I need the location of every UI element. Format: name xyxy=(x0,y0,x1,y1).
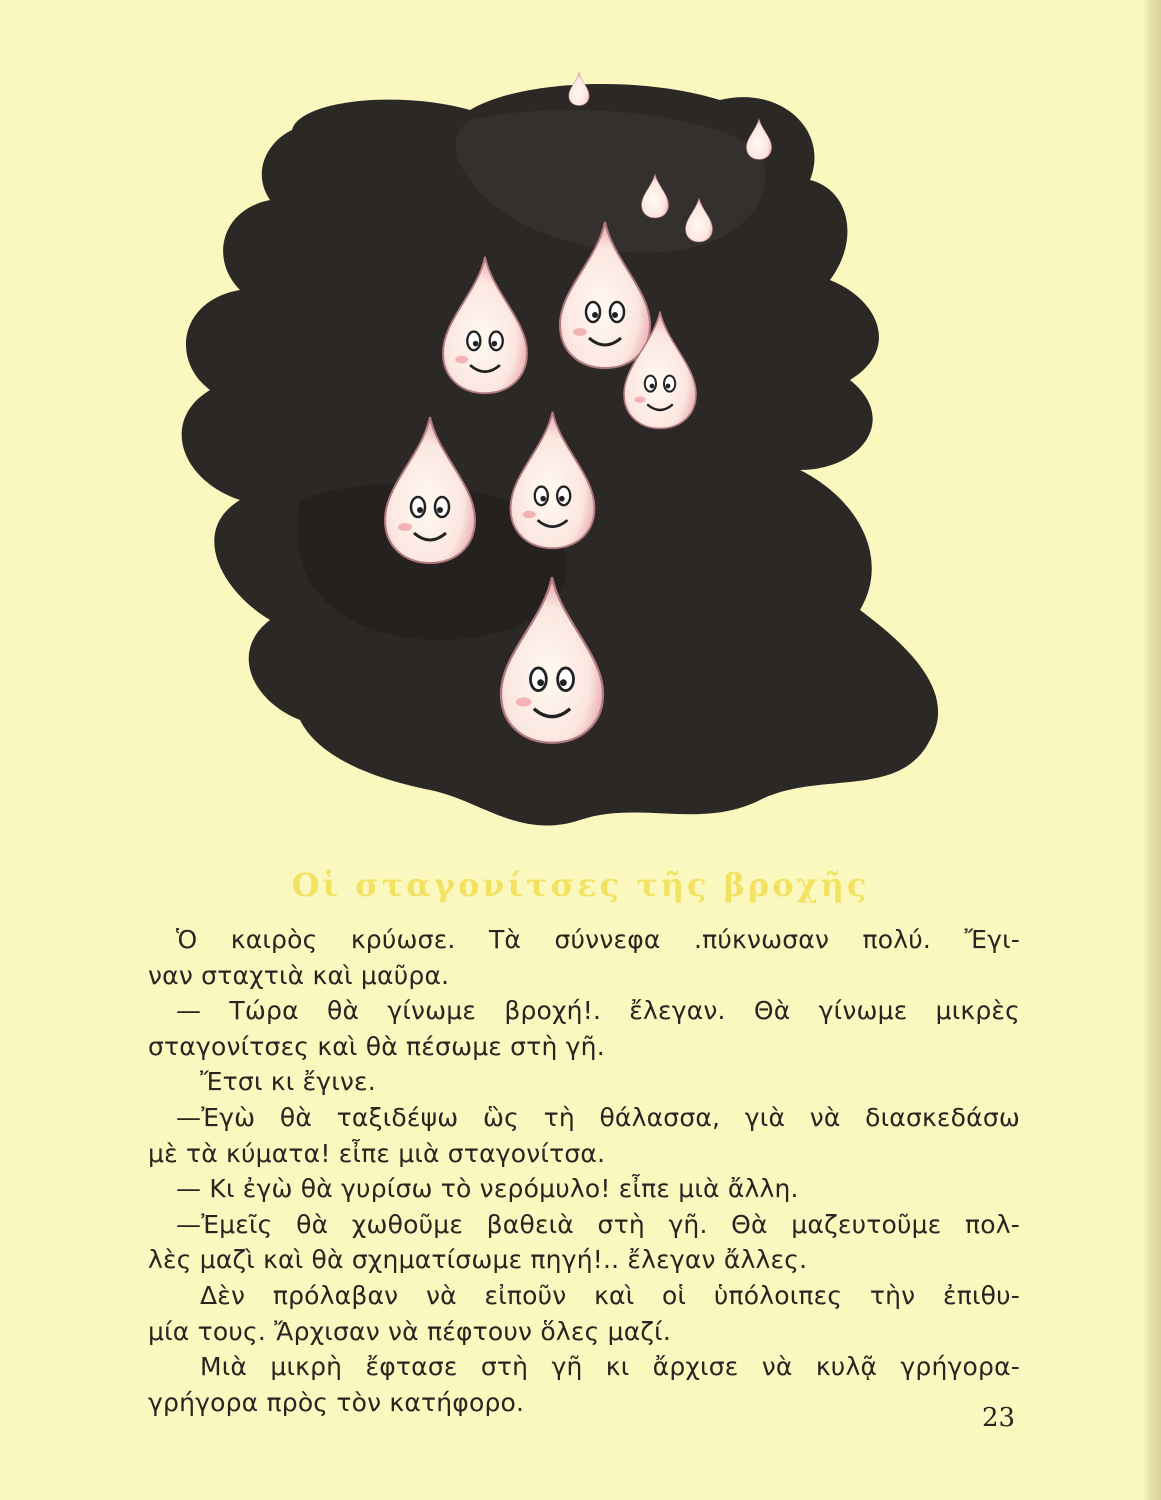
page-number: 23 xyxy=(982,1403,1016,1433)
text-line: σταγονίτσες καὶ θὰ πέσωμε στὴ γῆ. xyxy=(148,1031,605,1061)
text-line: ναν σταχτιὰ καὶ μαῦρα. xyxy=(148,960,450,990)
text-line: Ἔτσι κι ἔγινε. xyxy=(200,1067,376,1097)
text-line: λὲς μαζὶ καὶ θὰ σχηματίσωμε πηγή!.. ἔλεγαν ἄλλες. xyxy=(148,1245,808,1275)
story-text xyxy=(148,922,1020,1420)
text-line: γρήγορα πρὸς τὸν κατήφορο. xyxy=(148,1387,525,1417)
text-line: Δὲν πρόλαβαν νὰ εἰποῦν καὶ οἱ ὑπόλοιπες τὴν ἐπιθυ- xyxy=(200,1280,1020,1310)
text-line: —Ἐγὼ θὰ ταξιδέψω ὣς τὴ θάλασσα, γιὰ νὰ διασκεδάσω xyxy=(176,1102,1020,1132)
text-line: μία τους. Ἄρχισαν νὰ πέφτουν ὅλες μαζί. xyxy=(148,1316,671,1346)
text-line: μὲ τὰ κύματα! εἶπε μιὰ σταγονίτσα. xyxy=(148,1138,606,1168)
story-title: Οἱ σταγονίτσες τῆς βροχῆς xyxy=(291,866,870,904)
text-line: — Κι ἐγὼ θὰ γυρίσω τὸ νερόμυλο! εἶπε μιὰ ἄλλη. xyxy=(176,1174,799,1204)
text-line: — Τώρα θὰ γίνωμε βροχή!. ἔλεγαν. Θὰ γίνωμε μικρὲς xyxy=(176,996,1020,1026)
text-line: Μιὰ μικρὴ ἔφτασε στὴ γῆ κι ἄρχισε νὰ κυλᾷ γρήγορα- xyxy=(200,1352,1020,1382)
page-edge xyxy=(1143,0,1161,1500)
text-line: —Ἐμεῖς θὰ χωθοῦμε βαθειὰ στὴ γῆ. Θὰ μαζευτοῦμε πολ- xyxy=(176,1209,1020,1239)
text-line: Ὁ καιρὸς κρύωσε. Τὰ σύννεφα .πύκνωσαν πολύ. Ἔγι- xyxy=(176,925,1020,954)
